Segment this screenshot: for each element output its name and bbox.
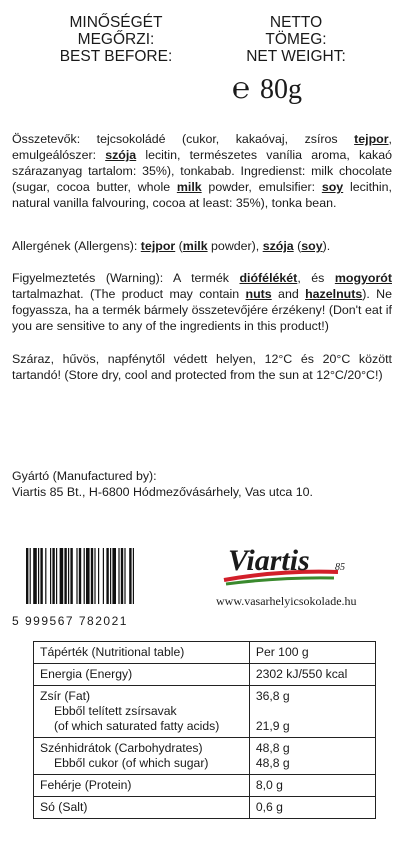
barcode-bar [52,548,54,604]
ingredients-paragraph [12,131,392,211]
ingredients-text: , emulgeálószer: [12,132,392,163]
allergens-text: ( [175,239,183,253]
manufacturer-address: Viartis 85 Bt., H-6800 Hódmezővásárhely, Vas utca 10. [12,485,313,500]
table-row [34,686,376,738]
allergens-text: ( [293,239,302,253]
allergen-highlight: milk [176,180,202,195]
barcode-bar [79,548,81,604]
barcode-bar [106,548,108,604]
carbs-value: 48,8 g [255,741,290,755]
barcode-bar [124,548,125,604]
warning-text: ). Ne fogyassza, ha a termék bármely összetevőjére érzékeny! (Don't eat if you are sensitive to any of the ingredients in this product!) [12,287,392,334]
barcode-bar [68,548,69,604]
table-row [34,775,376,797]
allergen-highlight: milk [182,239,208,253]
warning-text: , és [297,271,335,285]
protein-value: 8,0 g [249,775,375,797]
barcode-bar [86,548,90,604]
fat-value: 36,8 g [255,689,290,703]
allergens-text: Allergének (Allergens): [12,239,141,253]
ingredients-text: lecitin, természetes vanília aroma, kakaó szárazanyag tartalom: 35%), tonkabab. Ingredienst: milk chocolate (sugar, cocoa butter, whole [12,148,393,195]
ingredients-text: Összetevők: tejcsokoládé (cukor, kakaóvaj, zsíros [12,132,355,146]
sugar-value: 48,8 g [255,756,290,770]
best-before-line-1: MINŐSÉGÉT [69,14,163,31]
net-weight-line-2: TÖMEG: [265,31,327,48]
table-row [34,642,376,664]
carbs-label: Szénhidrátok (Carbohydrates) [40,741,203,755]
fat-label: Zsír (Fat) [40,689,91,703]
fat-values [249,686,375,738]
sugar-label: Ebből cukor (of which sugar) [54,756,209,770]
barcode-bar [45,548,46,604]
energy-label: Energia (Energy) [34,664,250,686]
allergens-text: ). [322,239,331,253]
barcode-bar [30,548,31,604]
allergen-highlight: soy [321,180,344,195]
ingredients-text: powder, emulsifier: [201,180,322,195]
barcode-bar [33,548,37,604]
warning-paragraph [12,270,392,334]
saturated-fat-label-en: (of which saturated fatty acids) [54,719,220,733]
viartis-logo [220,540,350,588]
logo-text: Viartis [228,544,310,577]
barcode-bar [70,548,72,604]
net-weight-line-3: NET WEIGHT: [246,48,346,65]
barcode-bar [121,548,123,604]
allergen-highlight: tejpor [140,239,176,253]
table-row [34,664,376,686]
salt-label: Só (Salt) [34,797,250,819]
table-row [34,797,376,819]
allergen-highlight: mogyorót [334,271,392,285]
barcode-bar [64,548,66,604]
ingredients-text: lecithin, natural vanilla falvouring, cocoa at least: 35%), tonka bean. [12,180,392,211]
allergen-highlight: szója [105,148,137,163]
barcode-bar [133,548,134,604]
nutrition-table [33,641,376,819]
barcode-bar [91,548,93,604]
allergens-paragraph [12,238,392,254]
logo-superscript: 85 [335,562,345,573]
salt-value: 0,6 g [249,797,375,819]
allergen-highlight: soy [301,239,323,253]
allergens-text: powder), [207,239,263,253]
barcode-bar [50,548,51,604]
barcode-bar [40,548,42,604]
best-before-label [56,14,176,65]
fat-cell [34,686,250,738]
manufacturer-label: Gyártó (Manufactured by): [12,469,157,483]
barcode-bar [110,548,111,604]
net-weight-value [232,72,302,106]
barcode-bar [76,548,77,604]
barcode-bar [26,548,28,604]
nutrition-header-value: Per 100 g [249,642,375,664]
barcode-bar [98,548,99,604]
barcode-bar [112,548,116,604]
carbs-cell [34,738,250,775]
saturated-fat-label-hu: Ebből telített zsírsavak [54,704,177,718]
warning-text: Figyelmeztetés (Warning): A termék [12,271,240,285]
estimated-sign-icon: ℮ [232,72,251,105]
warning-text: tartalmazhat. (The product may contain [12,287,246,302]
best-before-line-3: BEST BEFORE: [59,48,173,65]
barcode-bar [129,548,131,604]
barcode-bar [38,548,39,604]
barcode-bar [118,548,119,604]
nutrition-header-label: Tápérték (Nutritional table) [34,642,250,664]
net-weight-label [236,14,356,65]
saturated-fat-value: 21,9 g [255,719,290,733]
barcode-bar [84,548,85,604]
table-row [34,738,376,775]
allergen-highlight: tejpor [354,132,389,146]
protein-label: Fehérje (Protein) [34,775,250,797]
website-link[interactable]: www.vasarhelyicsokolade.hu [216,594,357,608]
barcode [22,548,192,604]
barcode-bar [56,548,57,604]
allergen-highlight: szója [262,239,294,253]
barcode-bar [103,548,104,604]
net-weight-line-1: NETTO [269,14,323,31]
allergen-highlight: nuts [245,287,272,302]
allergen-highlight: diófélékét [239,271,298,285]
barcode-number: 5 999567 782021 [12,614,128,628]
warning-text: and [271,287,306,302]
carbs-values [249,738,375,775]
weight-amount: 80g [260,74,303,105]
barcode-bar [94,548,95,604]
energy-value: 2302 kJ/550 kcal [249,664,375,686]
storage-paragraph: Száraz, hűvös, napfénytől védett helyen, 12°C és 20°C között tartandó! (Store dry, cool and protected from the sun at 12°C/20°C!) [12,352,392,383]
allergen-highlight: hazelnuts [305,287,363,302]
barcode-bar [60,548,64,604]
manufacturer-block [12,468,392,500]
best-before-line-2: MEGŐRZI: [77,31,155,48]
